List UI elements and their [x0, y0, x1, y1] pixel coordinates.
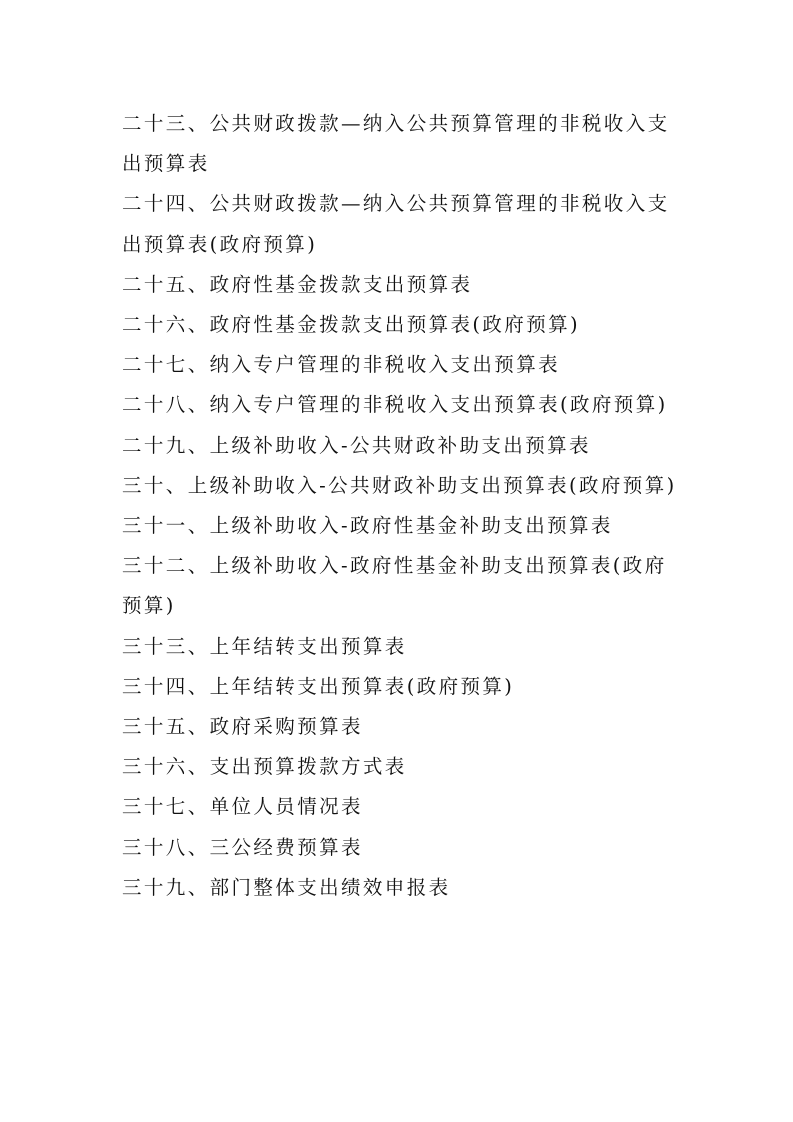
toc-item-37: 三十七、单位人员情况表: [122, 795, 363, 819]
toc-item-30: 三十、上级补助收入-公共财政补助支出预算表(政府预算): [122, 473, 677, 497]
toc-item-39: 三十九、部门整体支出绩效申报表: [122, 875, 451, 899]
toc-item-31: 三十一、上级补助收入-政府性基金补助支出预算表: [122, 514, 613, 538]
toc-item-24: 二十四、公共财政拨款—纳入公共预算管理的非税收入支出预算表(政府预算): [122, 192, 670, 256]
toc-item-33: 三十三、上年结转支出预算表: [122, 634, 407, 658]
table-of-contents: [122, 104, 682, 908]
toc-item-36: 三十六、支出预算拨款方式表: [122, 755, 407, 779]
toc-item-28: 二十八、纳入专户管理的非税收入支出预算表(政府预算): [122, 393, 668, 417]
toc-item-29: 二十九、上级补助收入-公共财政补助支出预算表: [122, 433, 591, 457]
toc-item-23: 二十三、公共财政拨款—纳入公共预算管理的非税收入支出预算表: [122, 112, 670, 176]
toc-item-35: 三十五、政府采购预算表: [122, 715, 363, 739]
toc-item-32: 三十二、上级补助收入-政府性基金补助支出预算表(政府预算): [122, 554, 667, 618]
toc-item-27: 二十七、纳入专户管理的非税收入支出预算表: [122, 353, 561, 377]
toc-item-34: 三十四、上年结转支出预算表(政府预算): [122, 674, 515, 698]
toc-item-25: 二十五、政府性基金拨款支出预算表: [122, 272, 473, 296]
toc-item-38: 三十八、三公经费预算表: [122, 835, 363, 859]
toc-item-26: 二十六、政府性基金拨款支出预算表(政府预算): [122, 313, 581, 337]
